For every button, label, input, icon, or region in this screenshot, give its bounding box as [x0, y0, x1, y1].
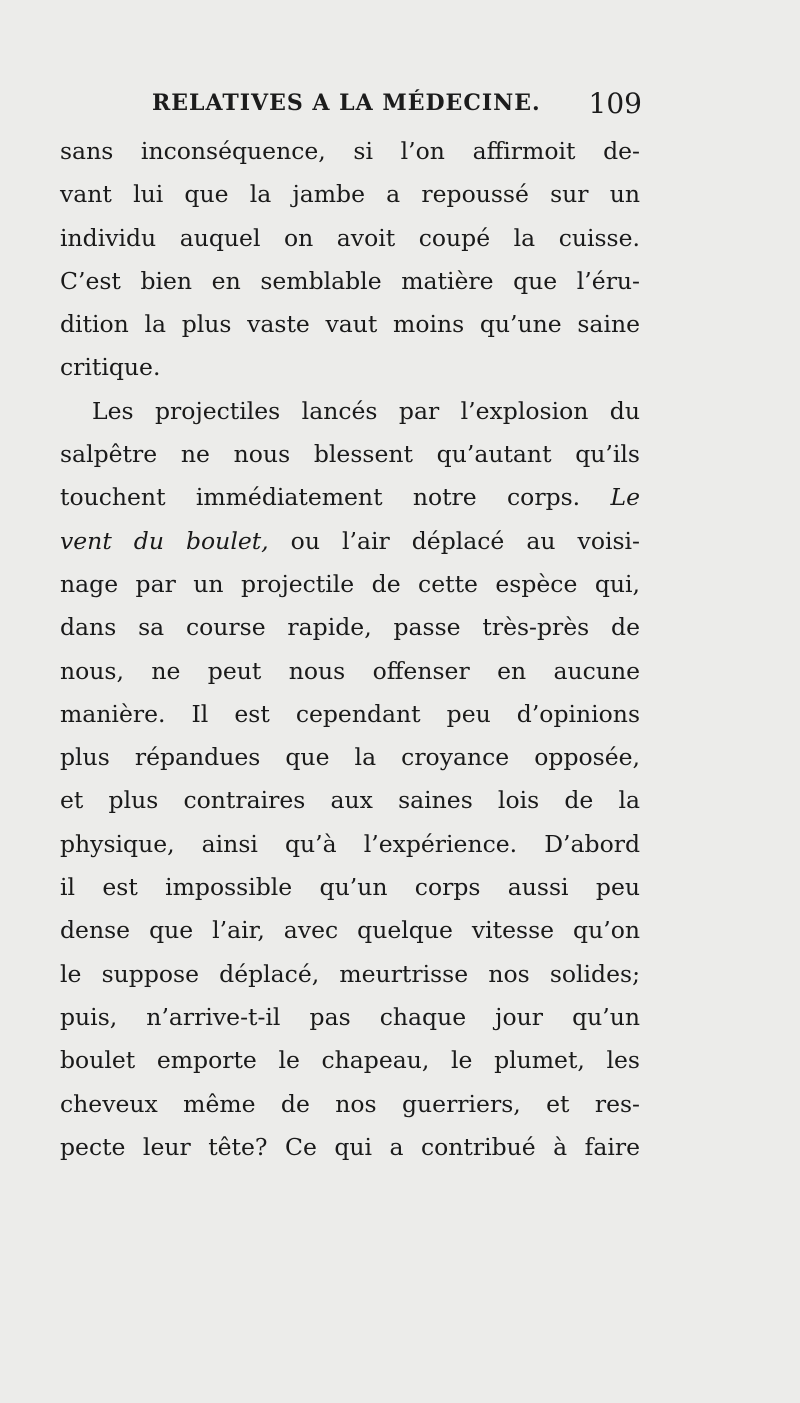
text-line: il est impossible qu’un corps aussi peu	[60, 873, 640, 902]
text-segment: touchent immédiatement notre corps.	[60, 483, 581, 512]
text-line: individu auquel on avoit coupé la cuisse.	[60, 223, 640, 252]
text-line: dense que l’air, avec quelque vitesse qu’on	[60, 916, 640, 945]
text-line: manière. Il est cependant peu d’opinions	[60, 699, 640, 728]
text-line: nage par un projectile de cette espèce qui,	[60, 569, 640, 598]
text-line: et plus contraires aux saines lois de la	[60, 786, 640, 815]
text-line: puis, n’arrive-t-il pas chaque jour qu’un	[60, 1002, 640, 1031]
text-line: C’est bien en semblable matière que l’éru-	[60, 266, 640, 295]
page-header	[152, 86, 642, 122]
text-line: vant lui que la jambe a repoussé sur un	[60, 180, 640, 209]
text-line	[60, 476, 640, 519]
text-line: physique, ainsi qu’à l’expérience. D’abord	[60, 829, 640, 858]
text-line: sans inconséquence, si l’on affirmoit de-	[60, 137, 640, 165]
body-text	[60, 130, 640, 1169]
text-line: dition la plus vaste vaut moins qu’une saine	[60, 310, 640, 339]
italic-term: Le	[610, 483, 640, 512]
running-title: RELATIVES A LA MÉDECINE.	[152, 90, 541, 116]
italic-term: vent du boulet,	[60, 526, 269, 555]
text-line: nous, ne peut nous offenser en aucune	[60, 656, 640, 685]
text-segment: ou l’air déplacé au voisi-	[268, 526, 640, 555]
text-line	[60, 520, 640, 563]
text-line: plus répandues que la croyance opposée,	[60, 743, 640, 772]
paragraph-start-line: Les projectiles lancés par l’explosion du	[92, 396, 640, 425]
text-line: dans sa course rapide, passe très-près de	[60, 613, 640, 642]
text-line: cheveux même de nos guerriers, et res-	[60, 1089, 640, 1118]
page-number: 109	[588, 87, 642, 120]
text-line: pecte leur tête? Ce qui a contribué à faire	[60, 1132, 640, 1161]
text-line: critique.	[60, 353, 161, 382]
text-line: le suppose déplacé, meurtrisse nos solides;	[60, 959, 640, 988]
text-line: boulet emporte le chapeau, le plumet, les	[60, 1046, 640, 1075]
text-line: salpêtre ne nous blessent qu’autant qu’ils	[60, 440, 640, 469]
